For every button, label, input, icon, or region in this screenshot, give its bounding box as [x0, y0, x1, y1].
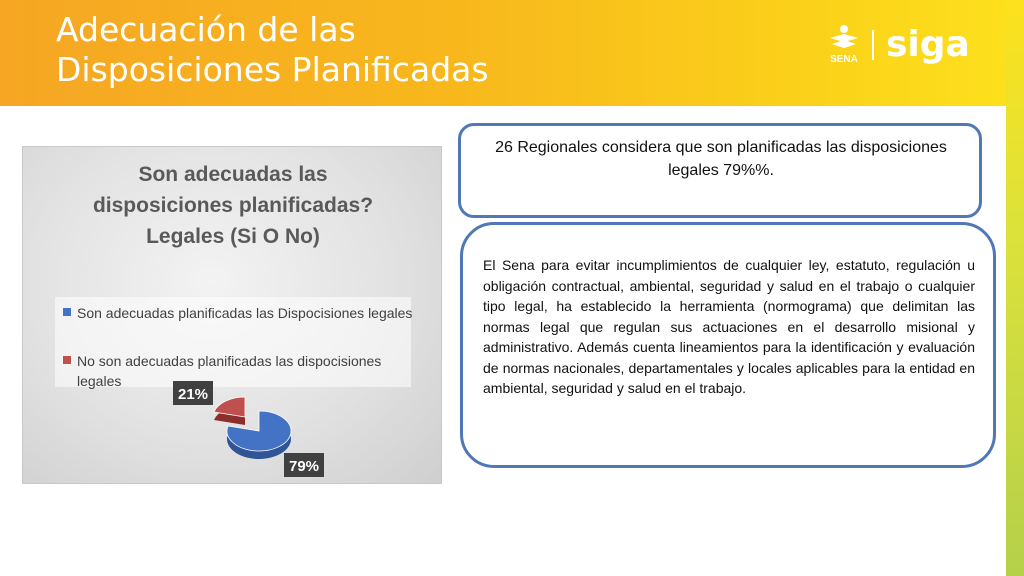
pie-chart: [22, 146, 442, 484]
description-sentence-1: El Sena para evitar incumplimientos de cualquier ley, estatuto, regulación u obligación contractual, ambiental, seguridad y salud en el trabajo o cualquier tipo legal, ha establecido la herramienta (normograma) que delimitan las normas legal que regulan sus actuaciones en el desarrollo misional y administrativo.: [483, 257, 975, 355]
data-label-no-adecuadas: 21%: [177, 386, 209, 403]
pie-plot-area: [23, 147, 443, 485]
siga-logo-icon: [884, 18, 970, 70]
chart-title: Son adecuadas las disposiciones planificadas? Legales (Si O No): [92, 163, 374, 248]
logo-divider: [872, 30, 874, 60]
sena-logo-text: SENA: [830, 54, 858, 64]
description-text: [483, 255, 975, 399]
slide-header: [0, 0, 1024, 106]
description-box: [460, 222, 996, 468]
title-line-1: Adecuación de las: [56, 10, 356, 49]
title-line-2: Disposiciones Planificadas: [56, 50, 489, 89]
description-sentence-2: Además cuenta lineamientos para la identificación y evaluación de normas nacionales, departamentales y locales aplicables para la entidad en ambiental, seguridad y salud en el trabajo.: [483, 339, 975, 396]
slide-title: [56, 10, 656, 90]
side-accent-bar: [1006, 0, 1024, 576]
siga-logo-text: siga: [886, 24, 970, 65]
summary-callout: [458, 123, 982, 218]
data-label-adecuadas: 79%: [288, 458, 320, 475]
legend-label-no-adecuadas: No son adecuadas planificadas las dispocisiones legales: [77, 353, 382, 389]
sena-logo-icon: [826, 24, 862, 64]
summary-callout-text: 26 Regionales considera que son planificadas las disposiciones legales 79%%.: [495, 139, 947, 179]
legend-label-adecuadas: Son adecuadas planificadas las Dispocisiones legales: [77, 305, 413, 321]
